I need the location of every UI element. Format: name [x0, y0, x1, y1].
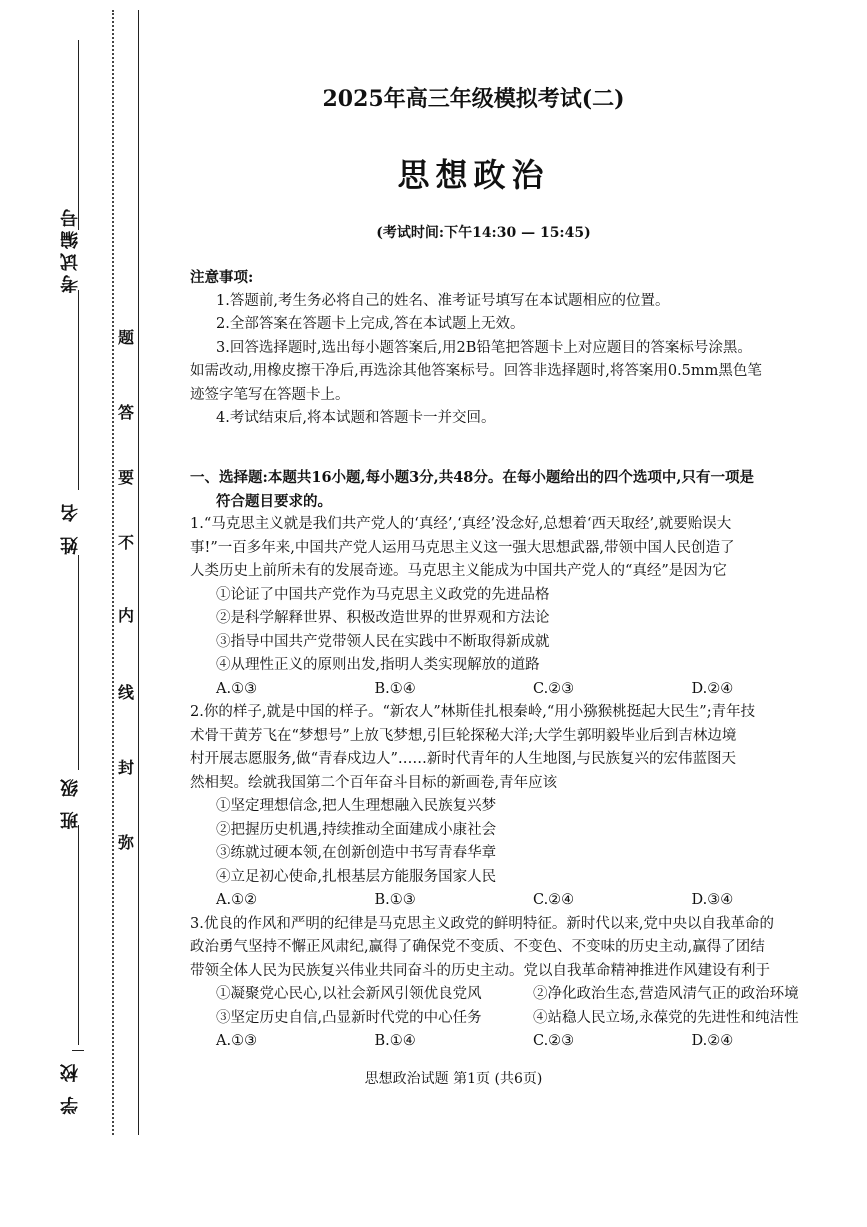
- option-d: D.③④: [691, 892, 734, 908]
- exam-time: (考试时间:下午14:30 — 15:45): [376, 225, 591, 241]
- school-label: 学 校: [60, 1060, 81, 1115]
- note-item: 4.考试结束后,将本试题和答题卡一并交回。: [216, 410, 496, 426]
- seal-char: 弥: [118, 833, 135, 852]
- seal-char: 要: [118, 468, 135, 487]
- section-heading: 一、选择题:本题共16小题,每小题3分,共48分。在每小题给出的四个选项中,只有一项是: [190, 469, 754, 486]
- option-b: B.①④: [374, 680, 416, 697]
- question-3-item: ④站稳人民立场,永葆党的先进性和纯洁性: [533, 1009, 799, 1026]
- note-item: 1.答题前,考生务必将自己的姓名、准考证号填写在本试题相应的位置。: [216, 292, 670, 309]
- seal-char: 封: [118, 758, 135, 777]
- note-item: 迹签字笔写在答题卡上。: [190, 386, 350, 403]
- question-2-text: 2.你的样子,就是中国的样子。“新农人”林斯佳扎根秦岭,“用小猕猴桃挺起大民生”;青年技: [190, 704, 756, 720]
- seal-char: 线: [118, 683, 135, 702]
- question-3-text: 带领全体人民为民族复兴伟业共同奋斗的历史主动。党以自我革命精神推进作风建设有利于: [190, 962, 770, 979]
- option-c: C.②③: [533, 680, 575, 697]
- notes-heading: 注意事项:: [190, 269, 254, 286]
- option-b: B.①④: [374, 1033, 416, 1049]
- binding-line-exam: [78, 290, 79, 490]
- binding-line-outer: [78, 40, 79, 230]
- question-2-item: ④立足初心使命,扎根基层方能服务国家人民: [216, 868, 497, 885]
- question-1-item: ②是科学解释世界、积极改造世界的世界观和方法论: [216, 610, 550, 626]
- question-2-item: ③练就过硬本领,在创新创造中书写青春华章: [216, 845, 497, 861]
- question-3-text: 政治勇气坚持不懈正风肃纪,赢得了确保党不变质、不变色、不变味的历史主动,赢得了团结: [190, 939, 765, 955]
- notes-block: [190, 266, 850, 431]
- question-2-text: 术骨干黄芳飞在“梦想号”上放飞梦想,引巨轮探秘大洋;大学生郭明毅毕业后到吉林边境: [190, 727, 737, 744]
- question-1-item: ④从理性正义的原则出发,指明人类实现解放的道路: [216, 657, 540, 673]
- question-2-text: 然相契。绘就我国第二个百年奋斗目标的新画卷,青年应该: [190, 774, 558, 791]
- question-3-options: [190, 1030, 850, 1054]
- question-2-item: ①坚定理想信念,把人生理想融入民族复兴梦: [216, 798, 497, 814]
- question-3-item: ①凝聚党心民心,以社会新风引领优良党风: [216, 986, 482, 1002]
- note-item: 3.回答选择题时,选出每小题答案后,用2B铅笔把答题卡上对应题目的答案标号涂黑。: [216, 339, 752, 356]
- subject-title: 思想政治: [397, 156, 550, 194]
- question-3-text: 3.优良的作风和严明的纪律是马克思主义政党的鲜明特征。新时代以来,党中央以自我革命的: [190, 915, 774, 932]
- seal-char: 答: [118, 403, 135, 422]
- question-2-text: 村开展志愿服务,做“青春戍边人”……新时代青年的人生地图,与民族复兴的宏伟蓝图天: [190, 751, 737, 767]
- section-heading-cont: 符合题目要求的。: [216, 492, 332, 510]
- binding-line-name: [78, 555, 79, 770]
- option-a: A.①③: [216, 680, 258, 697]
- question-1-text: 1.“马克思主义就是我们共产党人的‘真经’,‘真经’没念好,总想着‘西天取经’,就要贻误大: [190, 516, 732, 532]
- binding-line-class: [78, 825, 79, 1045]
- option-a: A.①③: [216, 1033, 258, 1049]
- exam-number-label: 考试编号: [60, 205, 81, 293]
- question-3-items-row: [190, 983, 850, 1007]
- question-3-item: ②净化政治生态,营造风清气正的政治环境: [533, 986, 799, 1002]
- seal-char: 题: [118, 328, 135, 347]
- option-c: C.②③: [533, 1033, 575, 1049]
- question-1-item: ①论证了中国共产党作为马克思主义政党的先进品格: [216, 586, 550, 603]
- class-label: 班 级: [60, 775, 81, 830]
- name-label: 姓 名: [60, 500, 81, 555]
- question-1-options: [190, 678, 850, 702]
- option-d: D.②④: [691, 680, 734, 697]
- question-1-text: 事!”一百多年来,中国共产党人运用马克思主义这一强大思想武器,带领中国人民创造了: [190, 539, 735, 556]
- note-item: 2.全部答案在答题卡上完成,答在本试题上无效。: [216, 316, 525, 332]
- option-a: A.①②: [216, 892, 258, 908]
- exam-title: 2025年高三年级模拟考试(二): [322, 86, 625, 112]
- seal-char: 内: [118, 606, 135, 625]
- question-3-item: ③坚定历史自信,凸显新时代党的中心任务: [216, 1009, 482, 1026]
- question-3-items-row: [190, 1007, 850, 1031]
- question-2-item: ②把握历史机遇,持续推动全面建成小康社会: [216, 821, 497, 838]
- note-item: 如需改动,用橡皮擦干净后,再选涂其他答案标号。回答非选择题时,将答案用0.5mm黑色笔: [190, 363, 762, 379]
- option-d: D.②④: [691, 1033, 734, 1049]
- seal-char: 不: [118, 533, 135, 552]
- school-underline: [72, 1050, 84, 1051]
- questions-block: [190, 466, 850, 1054]
- question-1-item: ③指导中国共产党带领人民在实践中不断取得新成就: [216, 633, 550, 650]
- option-b: B.①③: [374, 892, 416, 908]
- page-footer: 思想政治试题 第1页 (共6页): [364, 1071, 543, 1087]
- question-2-options: [190, 889, 850, 913]
- option-c: C.②④: [533, 892, 575, 908]
- question-1-text: 人类历史上前所未有的发展奇迹。马克思主义能成为中国共产党人的“真经”是因为它: [190, 563, 727, 579]
